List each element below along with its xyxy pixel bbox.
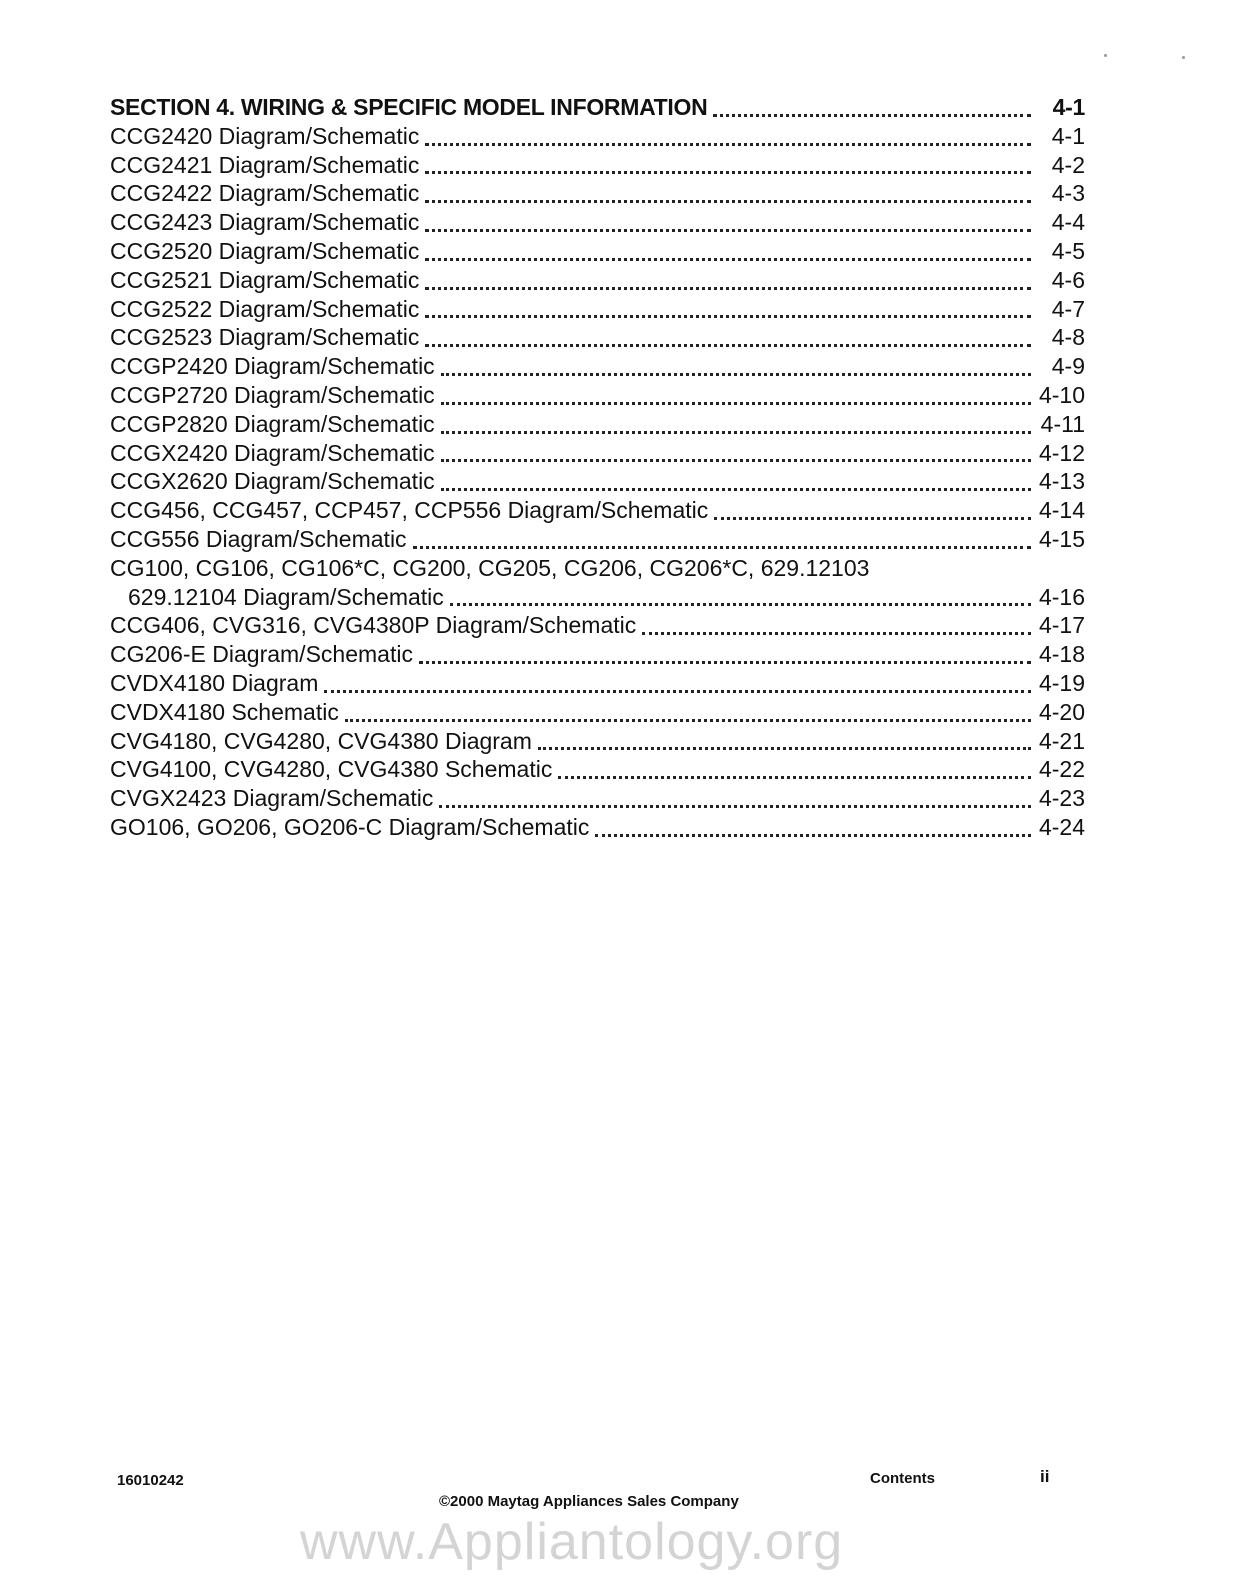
toc-entry-label: CCG2523 Diagram/Schematic [110, 324, 420, 351]
toc-entry-page: 4-4 [1051, 209, 1085, 236]
dot-leader [425, 315, 1031, 318]
toc-entry [110, 179, 1085, 208]
toc-entry-page: 4-24 [1038, 813, 1085, 840]
dot-leader [642, 632, 1031, 635]
toc-entry [110, 525, 1085, 554]
toc-entry [110, 496, 1085, 525]
toc-entry [110, 410, 1085, 439]
toc-entry-page: 4-16 [1038, 583, 1085, 610]
dot-leader [425, 200, 1031, 203]
toc-entry [110, 122, 1085, 151]
watermark: www.Appliantology.org [300, 1513, 844, 1571]
toc-entry-label: CCG2522 Diagram/Schematic [110, 295, 420, 322]
footer-document-number: 16010242 [117, 1472, 184, 1489]
toc-entry-label: CVDX4180 Diagram [110, 669, 319, 696]
toc-entry-page: 4-13 [1038, 468, 1085, 495]
toc-entry-label: CCG2520 Diagram/Schematic [110, 237, 420, 264]
scan-speck [1104, 54, 1107, 57]
dot-leader [441, 373, 1031, 376]
toc-entry [110, 611, 1085, 640]
toc-entry [110, 151, 1085, 180]
dot-leader [713, 114, 1031, 117]
toc-entry-label: CCG406, CVG316, CVG4380P Diagram/Schematic [110, 612, 637, 639]
toc-entry-label: CVGX2423 Diagram/Schematic [110, 785, 434, 812]
toc-entry-label: CCGP2420 Diagram/Schematic [110, 353, 435, 380]
dot-leader [441, 459, 1031, 462]
toc-entry-page: 4-19 [1038, 669, 1085, 696]
toc-entry-page: 4-17 [1038, 612, 1085, 639]
toc-entry [110, 323, 1085, 352]
dot-leader [425, 229, 1031, 232]
footer-page-number: ii [1040, 1467, 1050, 1486]
toc-entry-page: 4-15 [1038, 525, 1085, 552]
toc-entry-label: CVDX4180 Schematic [110, 698, 339, 725]
toc-entry [110, 640, 1085, 669]
toc-entry-label: CCG2422 Diagram/Schematic [110, 180, 420, 207]
toc-entry-label: CG206-E Diagram/Schematic [110, 641, 413, 668]
toc-section-heading [110, 93, 1085, 122]
dot-leader [345, 719, 1031, 722]
dot-leader [450, 603, 1031, 606]
toc-entry-page: 4-8 [1051, 324, 1085, 351]
toc-entry-page: 4-12 [1038, 439, 1085, 466]
toc-entry-label: CG100, CG106, CG106*C, CG200, CG205, CG206, CG206*C, 629.12103 [110, 554, 870, 581]
dot-leader [425, 287, 1031, 290]
dot-leader [425, 171, 1031, 174]
toc-entry-page: 4-1 [1051, 122, 1085, 149]
dot-leader [595, 834, 1031, 837]
toc-entry-label: CVG4180, CVG4280, CVG4380 Diagram [110, 727, 532, 754]
toc-entry-page: 4-11 [1040, 410, 1085, 437]
toc-entry-page: 4-2 [1051, 151, 1085, 178]
toc-entry-page: 4-7 [1051, 295, 1085, 322]
dot-leader [413, 546, 1031, 549]
footer-copyright: ©2000 Maytag Appliances Sales Company [439, 1493, 739, 1510]
toc-heading-label: SECTION 4. WIRING & SPECIFIC MODEL INFORMATION [110, 94, 708, 120]
toc-entry [110, 352, 1085, 381]
toc-entry-continuation [110, 583, 1085, 612]
toc-entry-label: CCGP2720 Diagram/Schematic [110, 381, 435, 408]
toc-entry-page: 4-9 [1051, 353, 1085, 380]
toc-entry-label: CCG456, CCG457, CCP457, CCP556 Diagram/Schematic [110, 497, 709, 524]
dot-leader [558, 776, 1031, 779]
toc-heading-page: 4-1 [1052, 94, 1085, 120]
toc-entry [110, 295, 1085, 324]
dot-leader [425, 143, 1031, 146]
dot-leader [425, 258, 1031, 261]
dot-leader [714, 517, 1031, 520]
toc-entry-label: GO106, GO206, GO206-C Diagram/Schematic [110, 813, 590, 840]
toc-entry-page: 4-10 [1038, 381, 1085, 408]
dot-leader [439, 805, 1031, 808]
toc-entry-label: CCG2423 Diagram/Schematic [110, 209, 420, 236]
toc-entry [110, 439, 1085, 468]
dot-leader [441, 488, 1031, 491]
toc-entry-label: CCG2421 Diagram/Schematic [110, 151, 420, 178]
table-of-contents [110, 93, 1085, 842]
toc-entry-page: 4-21 [1038, 727, 1085, 754]
toc-entry-first-line [110, 554, 1085, 583]
toc-entry [110, 467, 1085, 496]
toc-entry-page: 4-22 [1038, 756, 1085, 783]
toc-entry-page: 4-14 [1038, 497, 1085, 524]
toc-entry-label: CCGX2620 Diagram/Schematic [110, 468, 435, 495]
toc-entry [110, 755, 1085, 784]
toc-entry-page: 4-6 [1051, 266, 1085, 293]
toc-entry [110, 698, 1085, 727]
toc-entry-label: CCG2521 Diagram/Schematic [110, 266, 420, 293]
toc-entry-page: 4-20 [1038, 698, 1085, 725]
toc-entry [110, 813, 1085, 842]
dot-leader [419, 661, 1031, 664]
toc-entry-page: 4-3 [1051, 180, 1085, 207]
toc-entry [110, 669, 1085, 698]
dot-leader [425, 344, 1031, 347]
toc-entry-label: 629.12104 Diagram/Schematic [128, 583, 444, 610]
toc-entry [110, 727, 1085, 756]
dot-leader [441, 402, 1031, 405]
dot-leader [538, 747, 1031, 750]
scan-speck [1182, 56, 1185, 59]
toc-entry [110, 266, 1085, 295]
toc-entry-page: 4-5 [1051, 237, 1085, 264]
toc-entry [110, 208, 1085, 237]
toc-entry-label: CCGX2420 Diagram/Schematic [110, 439, 435, 466]
dot-leader [441, 431, 1031, 434]
toc-entry-label: CCG2420 Diagram/Schematic [110, 122, 420, 149]
dot-leader [324, 690, 1031, 693]
toc-entry-label: CVG4100, CVG4280, CVG4380 Schematic [110, 756, 553, 783]
toc-entry [110, 237, 1085, 266]
toc-entry [110, 784, 1085, 813]
toc-entry-page: 4-23 [1038, 785, 1085, 812]
toc-entry-page: 4-18 [1038, 641, 1085, 668]
footer-section-label: Contents [870, 1470, 935, 1487]
toc-entry [110, 381, 1085, 410]
toc-entry-label: CCGP2820 Diagram/Schematic [110, 410, 435, 437]
toc-entry-label: CCG556 Diagram/Schematic [110, 525, 407, 552]
